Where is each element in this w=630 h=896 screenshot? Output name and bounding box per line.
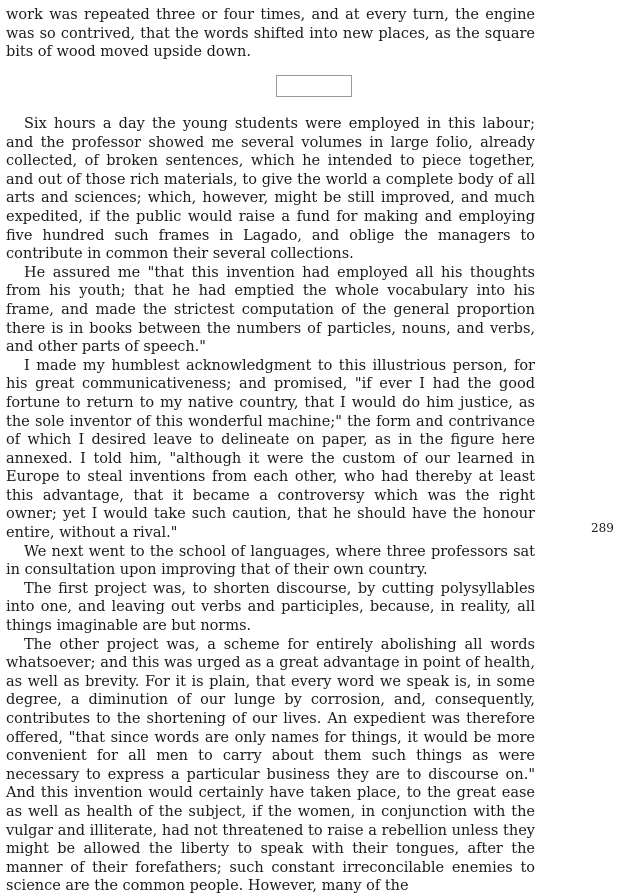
- text-block-top: [6, 6, 535, 62]
- figure-placeholder: [276, 75, 352, 97]
- paragraph: We next went to the school of languages, where three professors sat in consultation upon improving that of their own country.: [6, 543, 535, 579]
- paragraph-continued: work was repeated three or four times, and at every turn, the engine was so contrived, that the words shifted into new places, as the square bits of wood moved upside down.: [6, 7, 535, 61]
- paragraph: The other project was, a scheme for entirely abolishing all words whatsoever; and this was urged as a great advantage in point of health, as well as brevity. For it is plain, that every word we speak is, in some degree, a diminution of our lunge by corrosion, and, consequently, contributes to the shortening of our lives. An expedient was therefore offered, "that since words are only names for things, it would be more convenient for all men to carry about them such things as were necessary to express a particular business they are to discourse on." And this invention would certainly have taken place, to the great ease as well as health of the subject, if the women, in conjunction with the vulgar and illiterate, had not threatened to raise a rebellion unless they might be allowed the liberty to speak with their tongues, after the manner of their forefathers; such constant irreconcilable enemies to science are the common people. However, many of the: [6, 636, 535, 895]
- page-number: 289: [591, 521, 614, 535]
- text-block-main: [6, 115, 535, 896]
- paragraph: Six hours a day the young students were employed in this labour; and the professor showed me several volumes in large folio, already collected, of broken sentences, which he intended to piece together, and out of those rich materials, to give the world a complete body of all arts and sciences; which, however, might be still improved, and much expedited, if the public would raise a fund for making and employing five hundred such frames in Lagado, and oblige the managers to contribute in common their several collections.: [6, 116, 535, 263]
- paragraph: The first project was, to shorten discourse, by cutting polysyllables into one, and leaving out verbs and participles, because, in reality, all things imaginable are but norms.: [6, 580, 535, 635]
- paragraph: I made my humblest acknowledgment to this illustrious person, for his great communicativeness; and promised, "if ever I had the good fortune to return to my native country, that I would do him justice, as the sole inventor of this wonderful machine;" the form and contrivance of which I desired leave to delineate on paper, as in the figure here annexed. I told him, "although it were the custom of our learned in Europe to steal inventions from each other, who had thereby at least this advantage, that it became a controversy which was the right owner; yet I would take such caution, that he should have the honour entire, without a rival.": [6, 357, 535, 542]
- paragraph: He assured me "that this invention had employed all his thoughts from his youth; that he had emptied the whole vocabulary into his frame, and made the strictest computation of the general proportion there is in books between the numbers of particles, nouns, and verbs, and other parts of speech.": [6, 264, 535, 356]
